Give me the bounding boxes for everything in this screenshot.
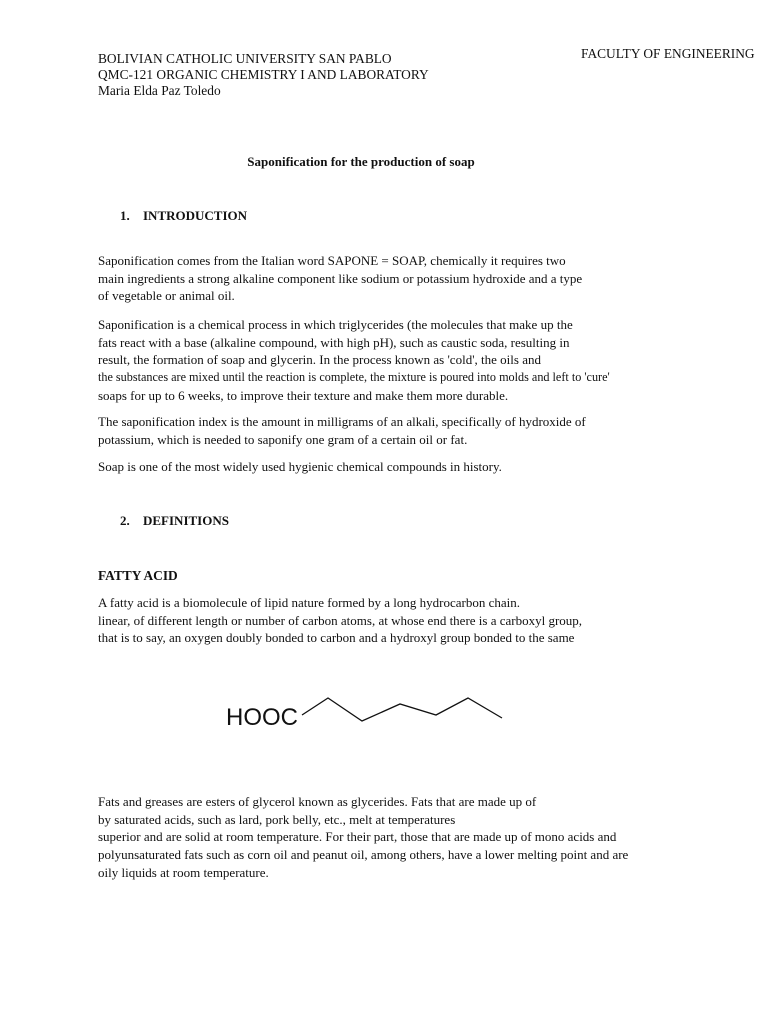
text-line: polyunsaturated fats such as corn oil and peanut oil, among others, have a lower melting point and are — [98, 847, 629, 863]
section-number: 2. — [120, 513, 130, 528]
text-line: A fatty acid is a biomolecule of lipid nature formed by a long hydrocarbon chain. — [98, 595, 521, 610]
text-line: the substances are mixed until the reaction is complete, the mixture is poured into molds and left to 'cure' — [98, 370, 610, 385]
course-name: QMC-121 ORGANIC CHEMISTRY I AND LABORATORY — [98, 67, 429, 82]
faculty-name: FACULTY OF ENGINEERING — [581, 46, 755, 61]
text-line: Soap is one of the most widely used hygienic chemical compounds in history. — [98, 459, 502, 474]
hydrocarbon-chain — [302, 698, 502, 721]
fats-paragraph — [98, 793, 698, 882]
university-name: BOLIVIAN CATHOLIC UNIVERSITY SAN PABLO — [98, 51, 392, 66]
intro-paragraph-2 — [98, 316, 658, 405]
text-line: superior and are solid at room temperature. For their part, those that are made up of mono acids and — [98, 829, 617, 845]
text-line: fats react with a base (alkaline compound, with high pH), such as caustic soda, resulting in — [98, 334, 570, 350]
fatty-acid-structure — [220, 688, 510, 734]
text-line: that is to say, an oxygen doubly bonded to carbon and a hydroxyl group bonded to the same — [98, 630, 575, 646]
text-line: linear, of different length or number of carbon atoms, at whose end there is a carboxyl group, — [98, 612, 583, 628]
text-line: by saturated acids, such as lard, pork belly, etc., melt at temperatures — [98, 811, 456, 827]
section-heading-definitions — [120, 513, 229, 529]
text-line: Fats and greases are esters of glycerol known as glycerides. Fats that are made up of — [98, 794, 537, 809]
section-number: 1. — [120, 208, 130, 223]
text-line: potassium, which is needed to saponify one gram of a certain oil or fat. — [98, 431, 468, 447]
text-line: oily liquids at room temperature. — [98, 864, 269, 880]
text-line: main ingredients a strong alkaline component like sodium or potassium hydroxide and a type — [98, 270, 583, 286]
text-line: of vegetable or animal oil. — [98, 288, 235, 304]
author-name: Maria Elda Paz Toledo — [98, 83, 221, 98]
text-line: Saponification is a chemical process in which triglycerides (the molecules that make up the — [98, 317, 573, 332]
intro-paragraph-4 — [98, 458, 658, 476]
intro-paragraph-1 — [98, 252, 658, 305]
text-line: The saponification index is the amount in milligrams of an alkali, specifically of hydroxide of — [98, 414, 586, 429]
text-line: result, the formation of soap and glycerin. In the process known as 'cold', the oils and — [98, 352, 541, 368]
text-line: Saponification comes from the Italian word SAPONE = SOAP, chemically it requires two — [98, 253, 566, 268]
section-title: DEFINITIONS — [143, 513, 229, 528]
intro-paragraph-3 — [98, 413, 658, 448]
fatty-acid-heading: FATTY ACID — [98, 568, 178, 583]
section-title: INTRODUCTION — [143, 208, 248, 223]
section-heading-introduction — [120, 208, 247, 224]
structure-label: HOOC — [226, 704, 298, 731]
text-line: soaps for up to 6 weeks, to improve their texture and make them more durable. — [98, 387, 509, 403]
document-title: Saponification for the production of soap — [247, 154, 475, 169]
fatty-acid-paragraph — [98, 594, 658, 647]
